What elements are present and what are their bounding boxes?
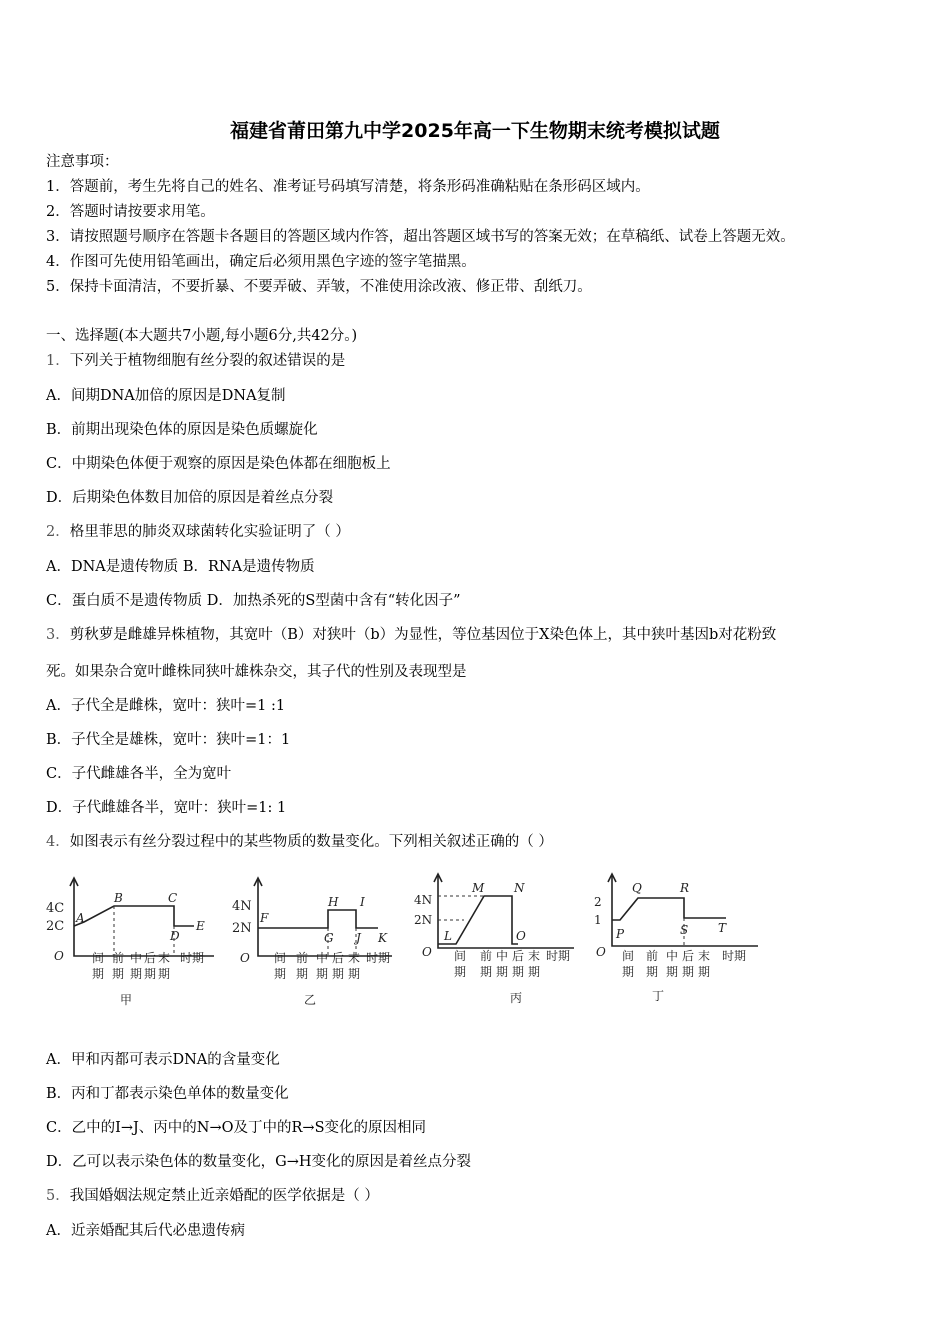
- phase-label: 期: [316, 967, 329, 981]
- phase-label: 末: [528, 949, 541, 963]
- notice-item-5: 5．保持卡面清洁，不要折暴、不要弄破、弄皱，不准使用涂改液、修正带、刮纸刀。: [46, 279, 592, 295]
- origin-label: O: [240, 951, 250, 965]
- q1-option-c: C．中期染色体便于观察的原因是染色体都在细胞板上: [46, 456, 391, 472]
- point-label: K: [378, 931, 387, 945]
- graph-jia: [44, 868, 224, 1008]
- point-label: O: [516, 929, 526, 943]
- point-label: J: [356, 931, 361, 945]
- graph-ding: [590, 868, 765, 1008]
- point-label: N: [514, 881, 525, 895]
- q3-option-d: D．子代雌雄各半，宽叶：狭叶=1: 1: [46, 800, 287, 816]
- q1-option-a: A．间期DNA加倍的原因是DNA复制: [46, 388, 286, 404]
- q5-option-a: A．近亲婚配其后代必患遗传病: [46, 1223, 245, 1239]
- phase-label: 末: [698, 949, 711, 963]
- y-label-low: 2C: [46, 919, 65, 934]
- q4-option-a: A．甲和丙都可表示DNA的含量变化: [46, 1052, 280, 1068]
- phase-label: 中: [666, 949, 679, 963]
- q3-option-b: B．子代全是雄株，宽叶：狭叶=1：1: [46, 732, 291, 748]
- phase-label: 期: [496, 965, 509, 979]
- question-stem: 我国婚姻法规定禁止近亲婚配的医学依据是（ ）: [69, 1188, 379, 1204]
- point-label: L: [444, 929, 452, 943]
- point-label: I: [360, 895, 365, 909]
- point-label: D: [170, 929, 180, 943]
- phase-label: 期: [144, 967, 157, 981]
- notice-item-2: 2．答题时请按要求用笔。: [46, 204, 215, 220]
- phase-label: 后: [512, 949, 525, 963]
- graph-curve: [612, 898, 726, 920]
- phase-label: 间: [622, 949, 635, 963]
- phase-label: 期: [698, 965, 711, 979]
- phase-label: 末: [348, 951, 361, 965]
- phase-label: 间: [274, 951, 287, 965]
- point-label: R: [680, 881, 690, 895]
- graph-curve: [258, 910, 378, 928]
- time-label: 时期: [546, 949, 571, 963]
- phase-label: 前: [112, 951, 125, 965]
- question-number: 5．: [46, 1188, 70, 1204]
- phase-label: 期: [112, 967, 125, 981]
- point-label: S: [680, 923, 689, 937]
- notice-item-1: 1．答题前，考生先将自己的姓名、准考证号码填写清楚，将条形码准确粘贴在条形码区域内。: [46, 179, 650, 195]
- origin-label: O: [422, 945, 432, 959]
- phase-label: 期: [622, 965, 635, 979]
- phase-label: 期: [480, 965, 493, 979]
- question-5: [46, 1187, 379, 1205]
- phase-label: 期: [512, 965, 525, 979]
- q2-options-ab: A．DNA是遗传物质 B．RNA是遗传物质: [46, 559, 315, 575]
- graph-axes: [74, 880, 214, 956]
- phase-label: 中: [496, 949, 509, 963]
- question-number: 4．: [46, 834, 70, 850]
- phase-label: 期: [682, 965, 695, 979]
- time-label: 时期: [366, 951, 391, 965]
- time-label: 时期: [180, 951, 205, 965]
- point-label: A: [76, 911, 85, 925]
- y-label-high: 4N: [414, 893, 433, 907]
- point-label: F: [260, 911, 269, 925]
- phase-label: 期: [130, 967, 143, 981]
- phase-label: 前: [296, 951, 309, 965]
- section-heading: 一、选择题(本大题共7小题,每小题6分,共42分。): [46, 328, 358, 344]
- question-4: [46, 833, 553, 851]
- phase-label: 后: [332, 951, 345, 965]
- y-label-high: 4C: [46, 901, 65, 916]
- point-label: H: [328, 895, 339, 909]
- phase-label: 期: [332, 967, 345, 981]
- y-label-low: 2N: [232, 921, 252, 936]
- point-label: Q: [632, 881, 642, 895]
- question-stem: 下列关于植物细胞有丝分裂的叙述错误的是: [69, 353, 346, 369]
- graph-axes: [438, 876, 574, 948]
- point-label: C: [168, 891, 178, 905]
- graph-yi: [232, 868, 402, 1008]
- q2-options-cd: C．蛋白质不是遗传物质 D．加热杀死的S型菌中含有“转化因子”: [46, 593, 461, 609]
- question-number: 1．: [46, 353, 70, 369]
- phase-label: 中: [130, 951, 143, 965]
- question-3: [46, 626, 776, 644]
- question-number: 2．: [46, 524, 70, 540]
- point-label: B: [114, 891, 123, 905]
- q4-option-b: B．丙和丁都表示染色单体的数量变化: [46, 1086, 289, 1102]
- phase-label: 前: [646, 949, 659, 963]
- q1-option-b: B．前期出现染色体的原因是染色质螺旋化: [46, 422, 318, 438]
- graph-caption: 丁: [652, 989, 665, 1003]
- q1-option-d: D．后期染色体数目加倍的原因是着丝点分裂: [46, 490, 334, 506]
- phase-label: 期: [158, 967, 171, 981]
- notice-item-4: 4．作图可先使用铅笔画出，确定后必须用黑色字迹的签字笔描黑。: [46, 254, 476, 270]
- y-label-high: 4N: [232, 899, 252, 914]
- graph-caption: 乙: [304, 993, 317, 1007]
- point-label: M: [472, 881, 485, 895]
- notice-item-3: 3．请按照题号顺序在答题卡各题目的答题区域内作答，超出答题区域书写的答案无效；在草稿纸、试卷上答题无效。: [46, 229, 795, 245]
- graph-curve: [74, 906, 194, 926]
- phase-label: 期: [646, 965, 659, 979]
- question-stem: 如图表示有丝分裂过程中的某些物质的数量变化。下列相关叙述正确的（ ）: [69, 834, 553, 850]
- phase-label: 期: [528, 965, 541, 979]
- phase-label: 期: [92, 967, 105, 981]
- y-label-low: 2N: [414, 913, 433, 927]
- time-label: 时期: [722, 949, 747, 963]
- q3-option-c: C．子代雌雄各半，全为宽叶: [46, 766, 232, 782]
- point-label: T: [718, 921, 727, 935]
- q3-option-a: A．子代全是雌株，宽叶：狭叶=1 :1: [46, 698, 286, 714]
- question-2: [46, 523, 350, 541]
- point-label: G: [324, 931, 334, 945]
- phase-label: 前: [480, 949, 493, 963]
- guide-lines: [114, 906, 174, 956]
- phase-label: 期: [274, 967, 287, 981]
- phase-label: 期: [666, 965, 679, 979]
- phase-label: 期: [348, 967, 361, 981]
- graph-caption: 丙: [510, 991, 523, 1005]
- phase-label: 间: [454, 949, 467, 963]
- y-label-low: 1: [594, 913, 602, 927]
- question-stem: 格里菲思的肺炎双球菌转化实验证明了（ ）: [69, 524, 350, 540]
- origin-label: O: [54, 949, 64, 963]
- y-label-high: 2: [594, 895, 602, 909]
- phase-label: 期: [454, 965, 467, 979]
- phase-label: 后: [682, 949, 695, 963]
- q4-option-d: D．乙可以表示染色体的数量变化，G→H变化的原因是着丝点分裂: [46, 1154, 472, 1170]
- phase-label: 中: [316, 951, 329, 965]
- page-title: 福建省莆田第九中学2025年高一下生物期末统考模拟试题: [230, 120, 720, 142]
- origin-label: O: [596, 945, 606, 959]
- graph-bing: [414, 868, 584, 1008]
- point-label: E: [196, 919, 205, 933]
- q4-option-c: C．乙中的I→J、丙中的N→O及丁中的R→S变化的原因相同: [46, 1120, 427, 1136]
- question-1: [46, 352, 345, 370]
- phase-label: 后: [144, 951, 157, 965]
- graph-caption: 甲: [120, 993, 133, 1007]
- question-number: 3．: [46, 627, 70, 643]
- question-stem: 剪秋萝是雌雄异株植物，其宽叶（B）对狭叶（b）为显性，等位基因位于X染色体上，其中狭叶基因b对花粉致: [69, 627, 777, 643]
- notice-heading: 注意事项：: [46, 154, 119, 170]
- phase-label: 间: [92, 951, 105, 965]
- phase-label: 末: [158, 951, 171, 965]
- point-label: P: [616, 927, 625, 941]
- question-3-continued: 死。如果杂合宽叶雌株同狭叶雄株杂交，其子代的性别及表现型是: [46, 664, 467, 680]
- phase-label: 期: [296, 967, 309, 981]
